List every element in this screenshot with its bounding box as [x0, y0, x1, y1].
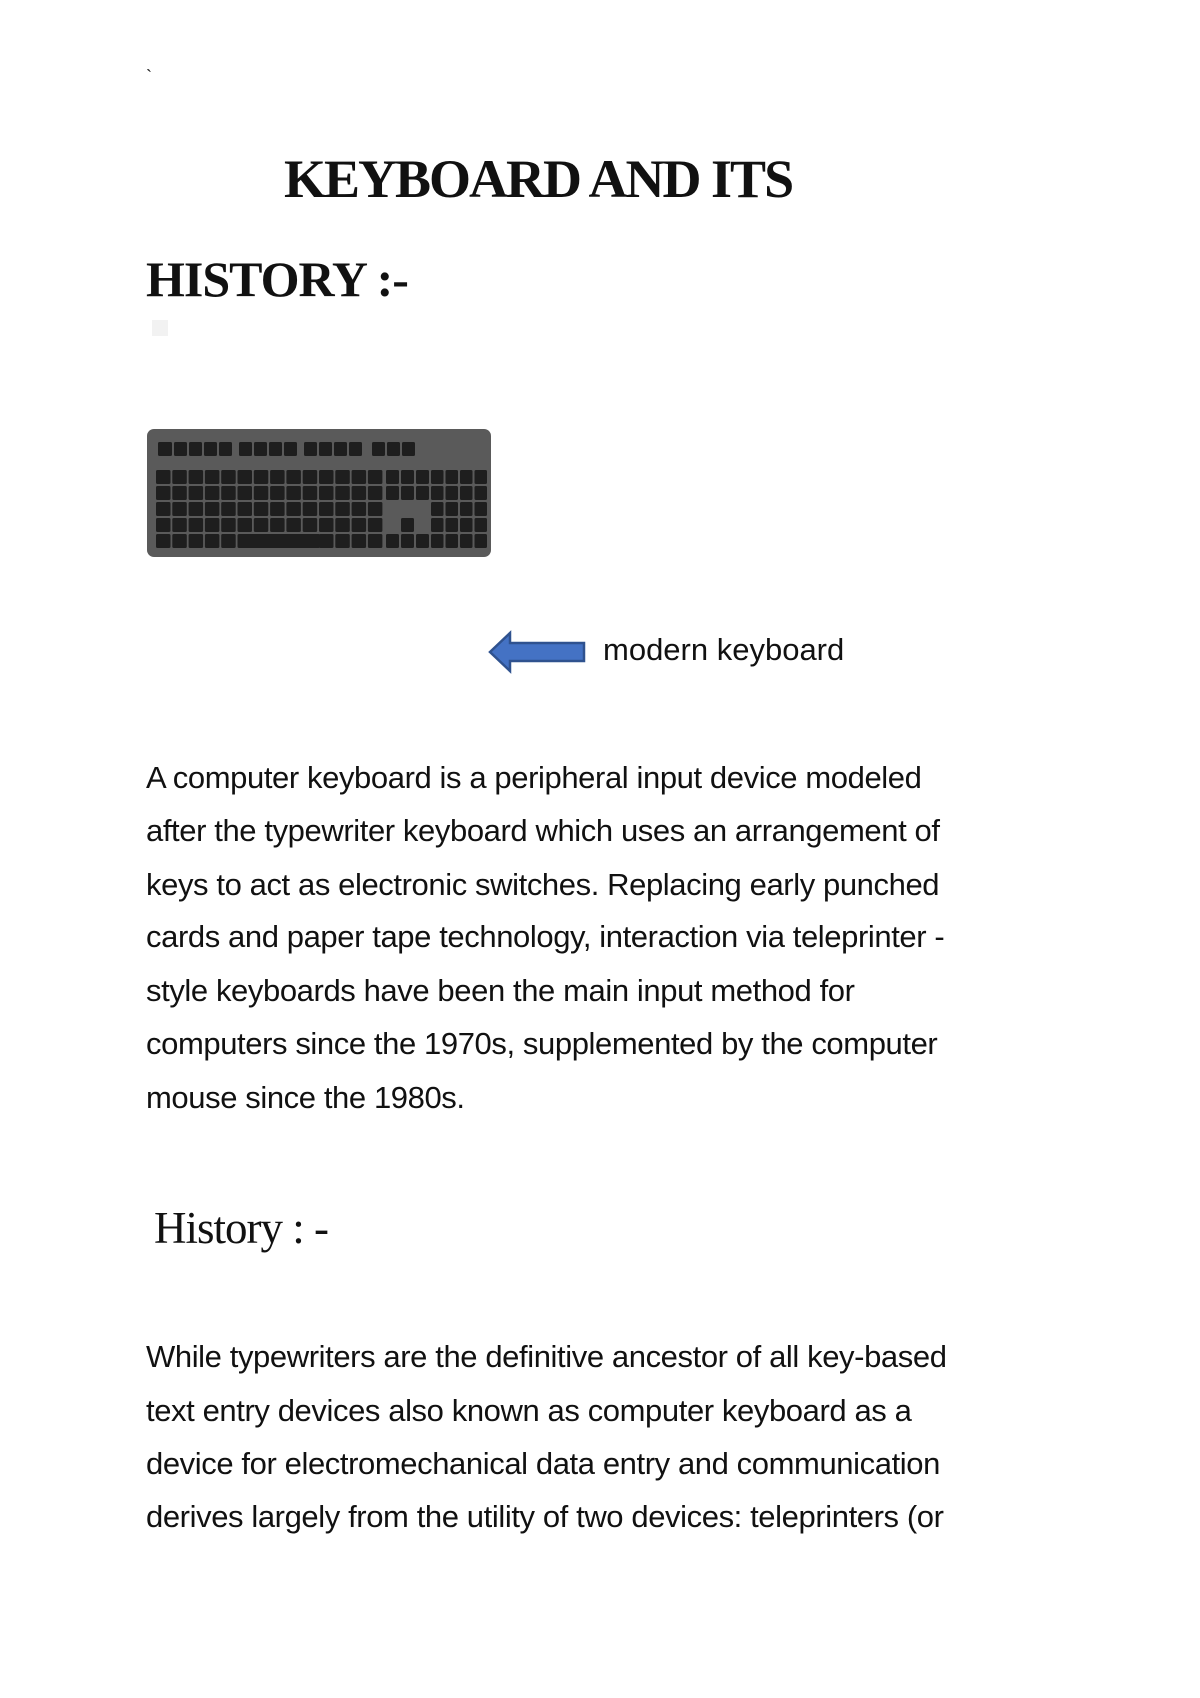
key: [401, 518, 414, 532]
key: [172, 518, 187, 532]
left-arrow-icon: [488, 630, 588, 674]
key: [156, 486, 171, 500]
key: [205, 534, 220, 548]
key: [475, 534, 488, 548]
key: [269, 442, 282, 456]
text-line: While typewriters are the definitive ancestor of all key-based: [146, 1339, 947, 1374]
key: [431, 486, 444, 500]
key: [172, 470, 187, 484]
key: [319, 518, 334, 532]
key: [221, 470, 236, 484]
key: [238, 486, 253, 500]
key: [372, 442, 385, 456]
text-line: mouse since the 1980s.: [146, 1080, 465, 1115]
key: [189, 486, 204, 500]
key: [352, 470, 367, 484]
key: [319, 502, 334, 516]
key: [335, 470, 350, 484]
key: [221, 534, 236, 548]
spacebar-key: [240, 534, 320, 548]
key: [352, 486, 367, 500]
key: [221, 518, 236, 532]
key: [431, 518, 444, 532]
text-line: style keyboards have been the main input method for: [146, 973, 855, 1008]
key: [335, 534, 350, 548]
text-line: keys to act as electronic switches. Replacing early punched: [146, 867, 940, 902]
text-line: cards and paper tape technology, interaction via teleprinter -: [146, 919, 945, 954]
key: [189, 534, 204, 548]
key: [254, 470, 268, 484]
key: [205, 518, 220, 532]
key: [156, 470, 171, 484]
key: [349, 442, 362, 456]
key: [303, 518, 318, 532]
key: [368, 470, 383, 484]
key: [416, 486, 429, 500]
key: [189, 518, 204, 532]
key: [254, 518, 268, 532]
key: [446, 502, 459, 516]
key: [460, 534, 473, 548]
key: [475, 502, 488, 516]
text-line: A computer keyboard is a peripheral input device modeled: [146, 760, 922, 795]
stray-mark: `: [146, 66, 152, 86]
key: [319, 534, 334, 548]
key: [286, 502, 301, 516]
key: [304, 442, 317, 456]
key: [270, 486, 285, 500]
key: [254, 442, 267, 456]
key: [156, 534, 171, 548]
key: [368, 534, 383, 548]
faint-placeholder: [152, 320, 168, 336]
key: [189, 502, 204, 516]
key: [386, 470, 399, 484]
key: [352, 502, 367, 516]
key: [174, 442, 187, 456]
key: [303, 486, 318, 500]
key: [238, 518, 253, 532]
key: [386, 486, 399, 500]
document-title: KEYBOARD AND ITS: [284, 149, 793, 209]
key: [156, 502, 171, 516]
key: [431, 534, 444, 548]
key: [239, 442, 252, 456]
key: [416, 470, 429, 484]
key: [303, 470, 318, 484]
key: [475, 486, 488, 500]
key: [460, 518, 473, 532]
key: [172, 534, 187, 548]
text-line: after the typewriter keyboard which uses an arrangement of: [146, 813, 940, 848]
key: [368, 502, 383, 516]
key: [286, 486, 301, 500]
key: [254, 502, 268, 516]
key: [158, 442, 172, 456]
key: [446, 534, 459, 548]
key: [286, 518, 301, 532]
text-line: device for electromechanical data entry and communication: [146, 1446, 940, 1481]
key: [334, 442, 347, 456]
key: [172, 502, 187, 516]
key: [446, 486, 459, 500]
key: [460, 486, 473, 500]
key: [319, 486, 334, 500]
key: [319, 442, 332, 456]
key: [189, 442, 202, 456]
key: [221, 502, 236, 516]
key: [156, 518, 171, 532]
key: [205, 502, 220, 516]
key: [172, 486, 187, 500]
key: [446, 470, 459, 484]
key: [475, 518, 488, 532]
key: [319, 470, 334, 484]
key: [368, 486, 383, 500]
key: [352, 534, 367, 548]
key: [303, 502, 318, 516]
key: [335, 502, 350, 516]
key: [238, 502, 253, 516]
text-line: text entry devices also known as computer keyboard as a: [146, 1393, 912, 1428]
key: [431, 502, 444, 516]
key: [401, 470, 414, 484]
key: [416, 534, 429, 548]
key: [270, 518, 285, 532]
image-caption: modern keyboard: [603, 632, 845, 667]
section-heading: HISTORY :-: [146, 251, 408, 307]
key: [460, 502, 473, 516]
text-line: computers since the 1970s, supplemented by the computer: [146, 1026, 938, 1061]
key: [221, 486, 236, 500]
key: [431, 470, 444, 484]
key: [270, 502, 285, 516]
key: [254, 486, 268, 500]
key: [238, 470, 253, 484]
key: [205, 486, 220, 500]
key: [386, 534, 399, 548]
key: [401, 534, 414, 548]
history-heading: History : -: [154, 1203, 328, 1253]
key: [219, 442, 232, 456]
key: [204, 442, 217, 456]
key: [286, 470, 301, 484]
key: [352, 518, 367, 532]
key: [335, 486, 350, 500]
text-line: derives largely from the utility of two devices: teleprinters (or: [146, 1499, 944, 1534]
key: [446, 518, 459, 532]
key: [368, 518, 383, 532]
key: [270, 470, 285, 484]
key: [189, 470, 204, 484]
key: [460, 470, 473, 484]
key: [284, 442, 297, 456]
key: [475, 470, 488, 484]
key: [205, 470, 220, 484]
keyboard-image: [146, 428, 492, 558]
key: [402, 442, 415, 456]
key: [387, 442, 400, 456]
key: [335, 518, 350, 532]
key: [401, 486, 414, 500]
